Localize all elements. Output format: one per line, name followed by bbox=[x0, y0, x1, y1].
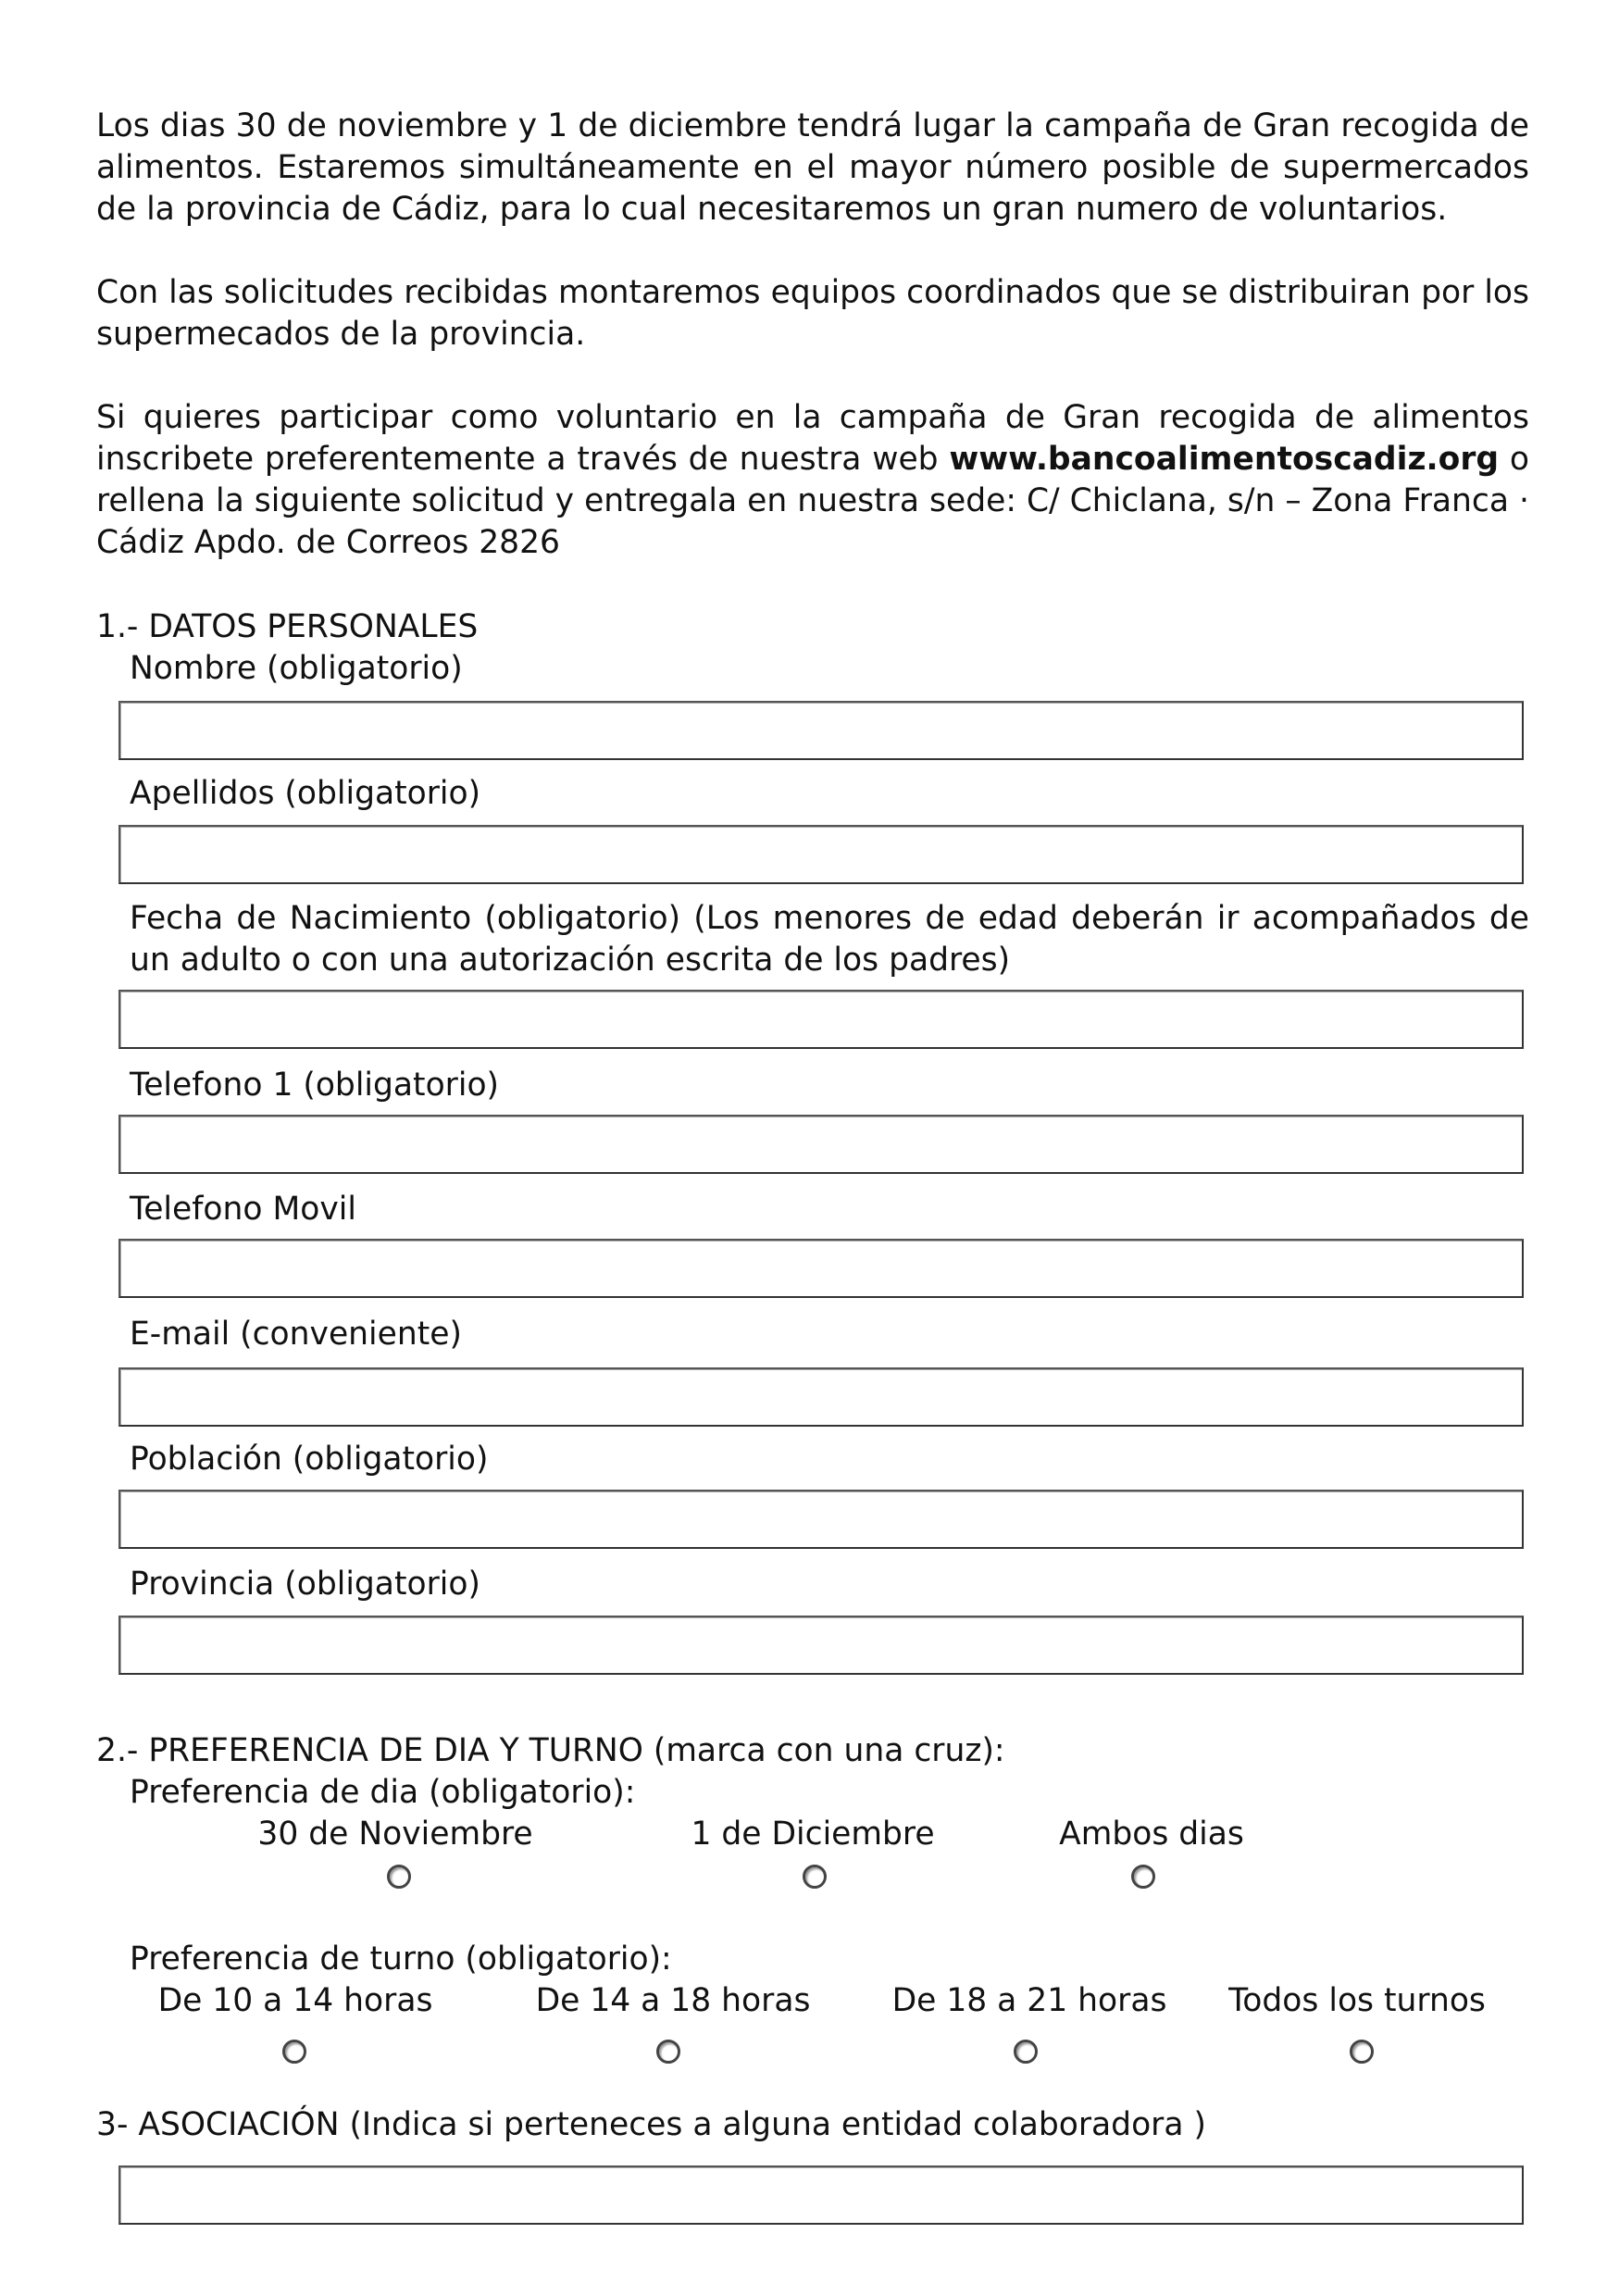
intro-paragraph-dates: Los dias 30 de noviembre y 1 de diciembre tendrá lugar la campaña de Gran recogida de alimentos. Estaremos simultáneamente en el mayor número posible de supermercados de la provincia de Cádiz, para lo cual necesitaremos un gran numero de voluntarios. bbox=[96, 107, 1529, 228]
telefono-movil-field[interactable] bbox=[118, 1239, 1524, 1298]
shift-option-10-14-radio[interactable] bbox=[282, 2040, 306, 2064]
day-option-ambos-radio[interactable] bbox=[1131, 1865, 1155, 1889]
section-personal-data-title: 1.- DATOS PERSONALES bbox=[96, 608, 479, 645]
poblacion-label: Población (obligatorio) bbox=[130, 1441, 489, 1478]
email-field[interactable] bbox=[118, 1367, 1524, 1427]
shift-option-14-18-radio[interactable] bbox=[656, 2040, 680, 2064]
day-option-ambos-label: Ambos dias bbox=[1059, 1816, 1244, 1853]
shift-option-18-21-label: De 18 a 21 horas bbox=[891, 1982, 1167, 2019]
telefono1-field[interactable] bbox=[118, 1115, 1524, 1174]
shift-option-14-18-label: De 14 a 18 horas bbox=[535, 1982, 811, 2019]
shift-option-10-14-label: De 10 a 14 horas bbox=[157, 1982, 433, 2019]
section-association-title: 3- ASOCIACIÓN (Indica si perteneces a alguna entidad colaboradora ) bbox=[96, 2106, 1206, 2143]
apellidos-label: Apellidos (obligatorio) bbox=[130, 775, 481, 812]
signup-text-after: o rellena la siguiente solicitud y entregala en nuestra sede: C/ Chiclana, s/n – Zona Franca · Cádiz Apdo. de Correos 2826 bbox=[96, 441, 1530, 561]
email-label: E-mail (conveniente) bbox=[130, 1316, 462, 1353]
telefono-movil-label: Telefono Movil bbox=[130, 1191, 356, 1228]
section-preference-title: 2.- PREFERENCIA DE DIA Y TURNO (marca con una cruz): bbox=[96, 1732, 1005, 1769]
fecha-nacimiento-label: Fecha de Nacimiento (obligatorio) (Los menores de edad deberán ir acompañados de un adulto o con una autorización escrita de los padres) bbox=[130, 900, 1529, 979]
day-option-30-noviembre-label: 30 de Noviembre bbox=[257, 1816, 533, 1853]
intro-paragraph-signup bbox=[96, 397, 1529, 564]
asociacion-field[interactable] bbox=[118, 2165, 1524, 2225]
signup-text-before: Si quieres participar como voluntario en la campaña de Gran recogida de alimentos inscribete preferentemente a través de nuestra web bbox=[96, 399, 1529, 478]
fecha-nacimiento-field[interactable] bbox=[118, 990, 1524, 1049]
shift-option-18-21-radio[interactable] bbox=[1014, 2040, 1038, 2064]
telefono1-label: Telefono 1 (obligatorio) bbox=[130, 1067, 500, 1104]
day-option-30-noviembre-radio[interactable] bbox=[387, 1865, 411, 1889]
intro-paragraph-teams: Con las solicitudes recibidas montaremos equipos coordinados que se distribuiran por los supermecados de la provincia. bbox=[96, 274, 1529, 353]
day-option-1-diciembre-label: 1 de Diciembre bbox=[691, 1816, 935, 1853]
nombre-label: Nombre (obligatorio) bbox=[130, 650, 463, 687]
day-option-1-diciembre-radio[interactable] bbox=[803, 1865, 827, 1889]
day-preference-label: Preferencia de dia (obligatorio): bbox=[130, 1774, 636, 1811]
provincia-field[interactable] bbox=[118, 1616, 1524, 1675]
nombre-field[interactable] bbox=[118, 701, 1524, 760]
shift-preference-label: Preferencia de turno (obligatorio): bbox=[130, 1940, 672, 1978]
poblacion-field[interactable] bbox=[118, 1490, 1524, 1549]
shift-option-todos-label: Todos los turnos bbox=[1228, 1982, 1486, 2019]
shift-option-todos-radio[interactable] bbox=[1350, 2040, 1374, 2064]
apellidos-field[interactable] bbox=[118, 825, 1524, 884]
website-link[interactable]: www.bancoalimentoscadiz.org bbox=[949, 441, 1500, 478]
provincia-label: Provincia (obligatorio) bbox=[130, 1566, 480, 1603]
